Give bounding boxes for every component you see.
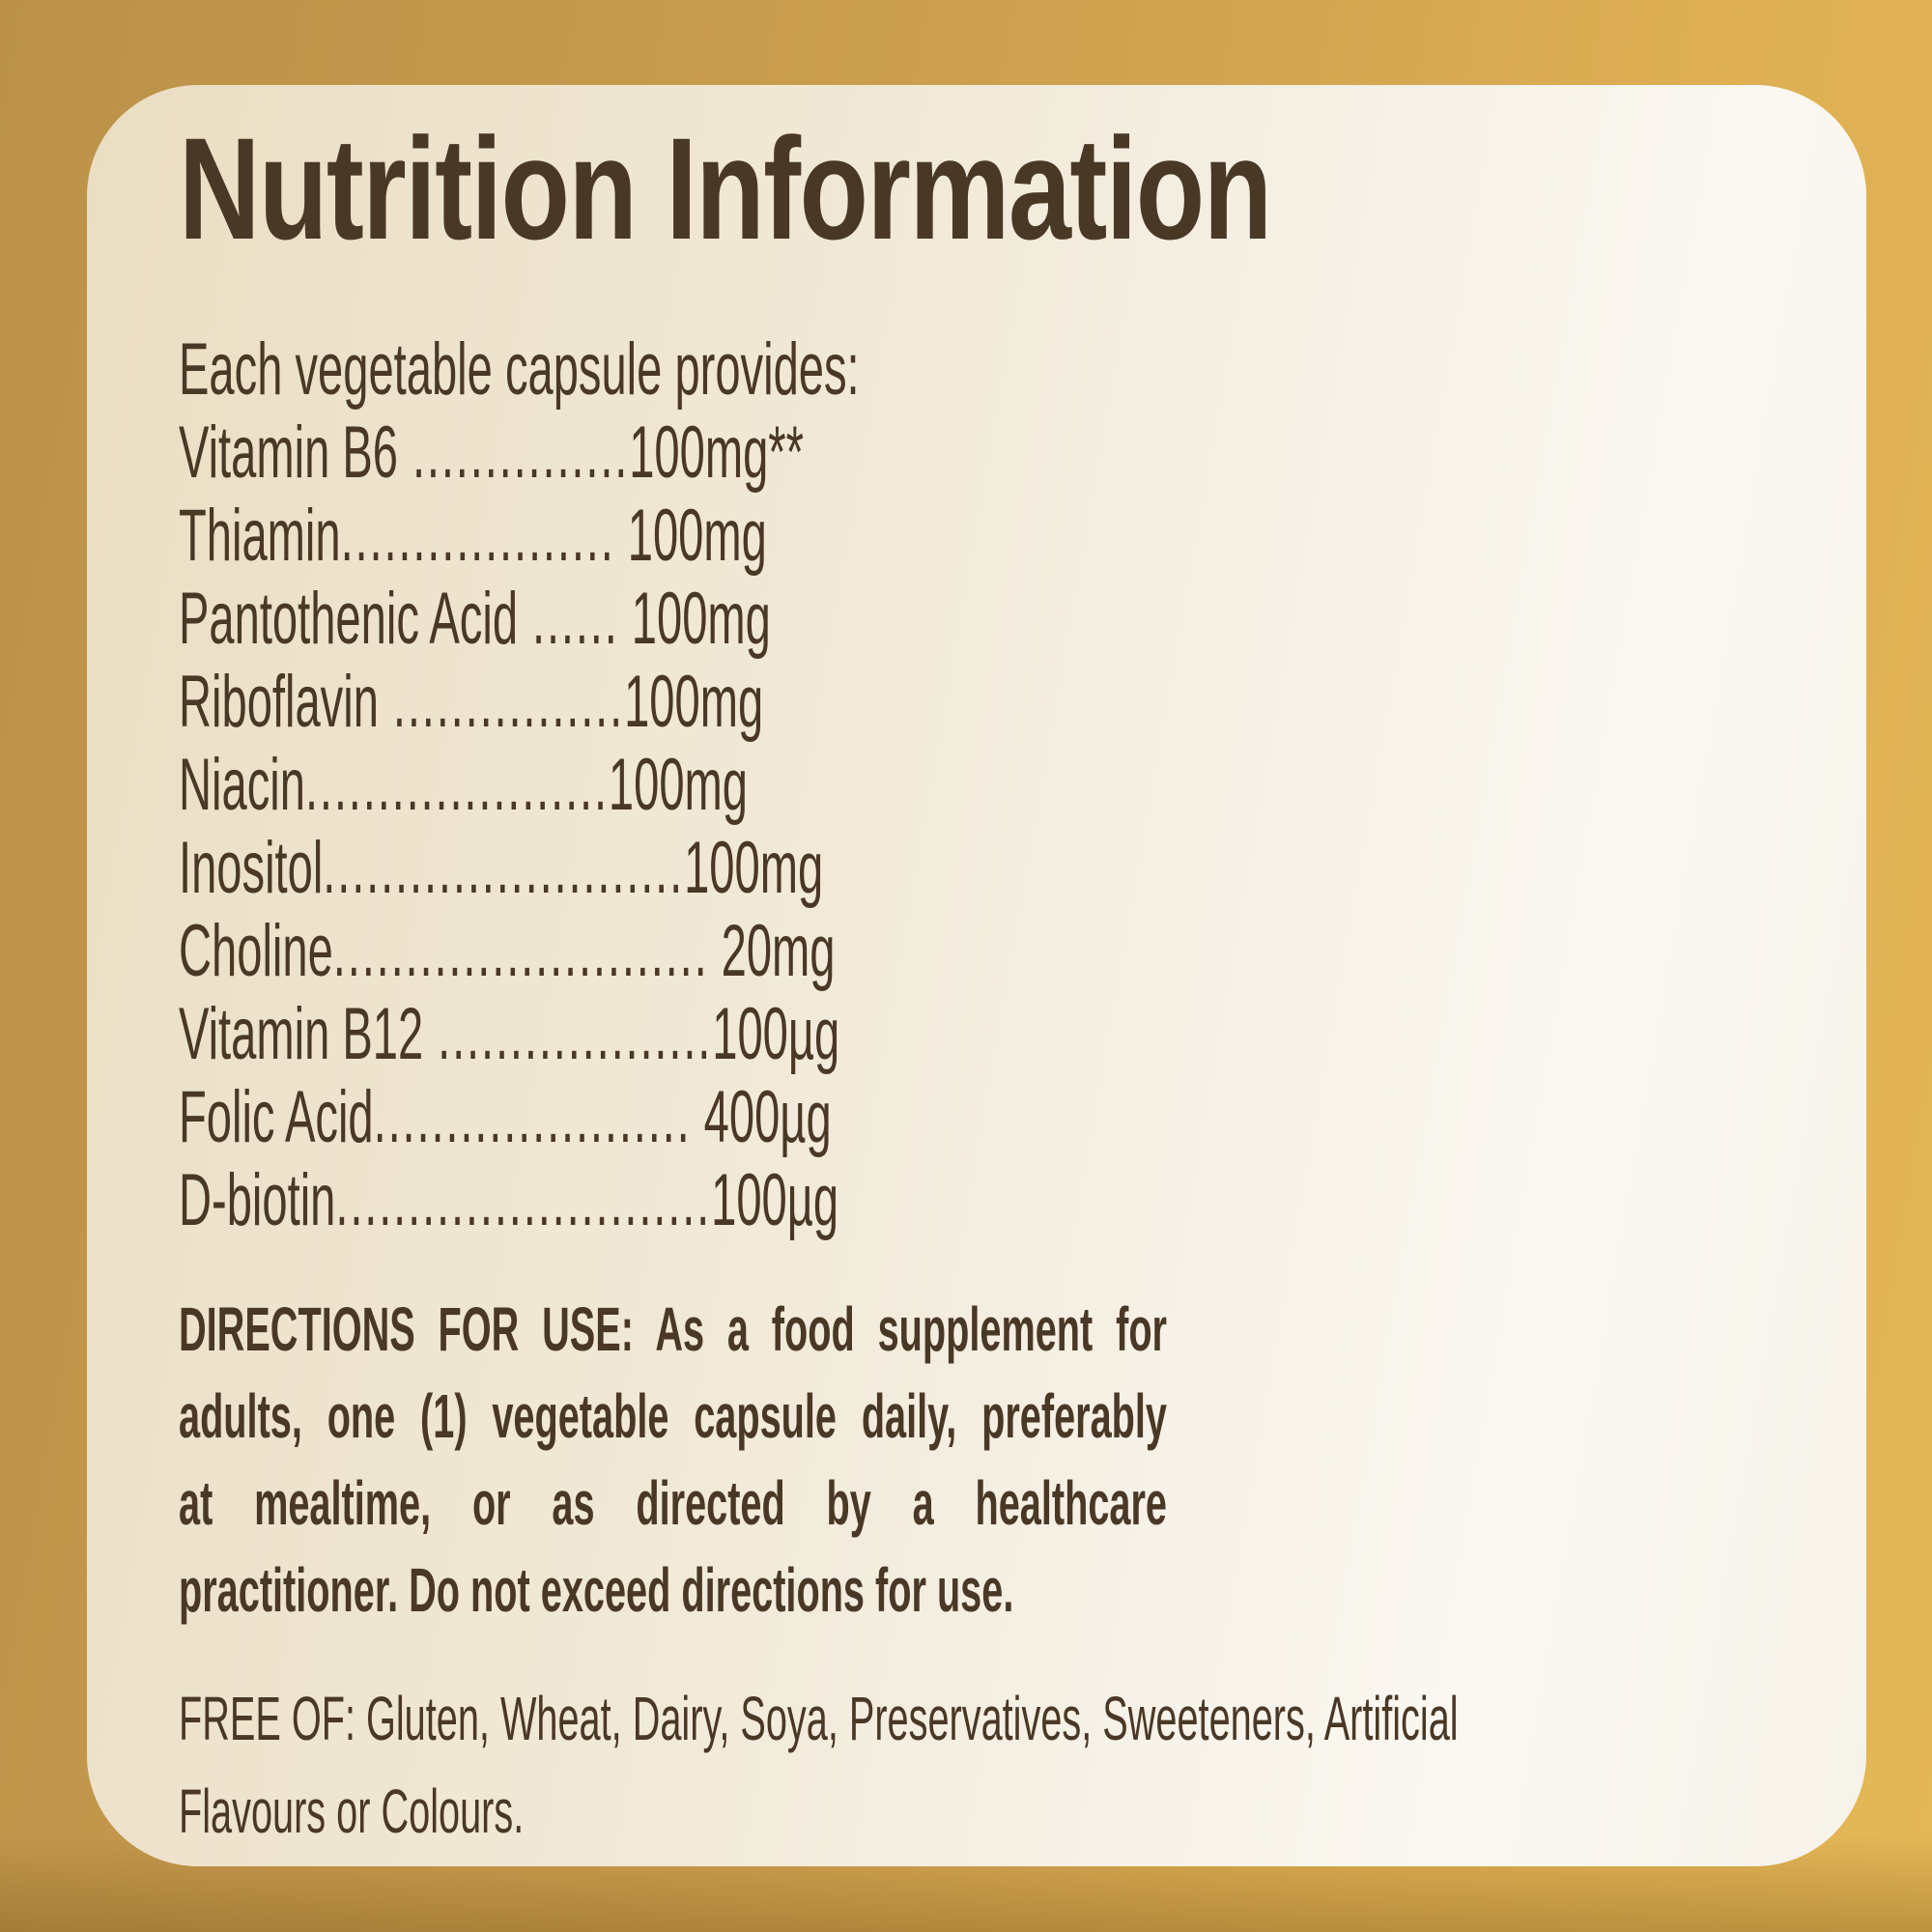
nutrient-name: Vitamin B6 (179, 412, 398, 494)
directions-paragraph (179, 1286, 1167, 1634)
nutrient-value: 400µg (691, 1076, 832, 1158)
nutrient-value: 100mg (684, 827, 824, 909)
nutrient-row (179, 1159, 1818, 1242)
nutrient-row (179, 661, 1818, 744)
nutrient-name: Niacin (179, 744, 305, 826)
dot-leader: ...... (518, 578, 619, 660)
nutrient-row (179, 1076, 1818, 1159)
nutrient-value: 100mg (608, 744, 749, 826)
nutrient-name: Vitamin B12 (179, 993, 424, 1075)
dot-leader: ................... (340, 495, 615, 577)
nutrient-name: Thiamin (179, 495, 341, 577)
dot-leader: ......................... (323, 827, 685, 909)
nutrient-value: 100mg (618, 578, 771, 660)
dot-leader: ...................... (373, 1076, 692, 1158)
nutrient-name: Pantothenic Acid (179, 578, 519, 660)
dot-leader: ................ (378, 661, 625, 743)
dot-leader: .......................... (335, 1159, 712, 1241)
nutrient-row (179, 993, 1818, 1076)
serving-statement: Each vegetable capsule provides: (179, 328, 860, 411)
free-of-paragraph (179, 1672, 1818, 1858)
free-of-line: FREE OF: Gluten, Wheat, Dairy, Soya, Preservatives, Sweeteners, Artificial (179, 1684, 1459, 1753)
nutrient-value: 100mg (624, 661, 764, 743)
nutrient-row (179, 910, 1818, 993)
nutrient-value: 100mg (614, 495, 767, 577)
directions-line: practitioner. Do not exceed directions for use. (179, 1555, 1014, 1625)
directions-line: at mealtime, or as directed by a healthcare (179, 1468, 1167, 1538)
nutrition-panel (87, 85, 1866, 1866)
nutrient-row (179, 744, 1818, 827)
dot-leader: ..................... (304, 744, 609, 826)
nutrient-name: Choline (179, 910, 333, 992)
nutrient-name: D-biotin (179, 1159, 336, 1241)
free-of-line: Flavours or Colours. (179, 1776, 525, 1846)
nutrient-value: 20mg (708, 910, 836, 992)
panel-content (179, 328, 1818, 1858)
page-title: Nutrition Information (179, 107, 1271, 270)
nutrient-name: Riboflavin (179, 661, 379, 743)
dot-leader: ................... (423, 993, 713, 1075)
dot-leader: .......................... (332, 910, 709, 992)
nutrient-row (179, 827, 1818, 910)
nutrient-table (179, 412, 1818, 1242)
nutrient-name: Folic Acid (179, 1076, 374, 1158)
directions-line: DIRECTIONS FOR USE: As a food supplement for (179, 1294, 1167, 1364)
nutrient-row (179, 578, 1818, 661)
nutrient-row (179, 412, 1818, 495)
dot-leader: ............... (397, 412, 630, 494)
nutrient-value: 100mg** (629, 412, 804, 494)
directions-line: adults, one (1) vegetable capsule daily, preferably (179, 1381, 1167, 1451)
nutrient-row (179, 495, 1818, 578)
nutrient-value: 100µg (711, 1159, 839, 1241)
nutrient-name: Inositol (179, 827, 324, 909)
nutrient-value: 100µg (712, 993, 840, 1075)
